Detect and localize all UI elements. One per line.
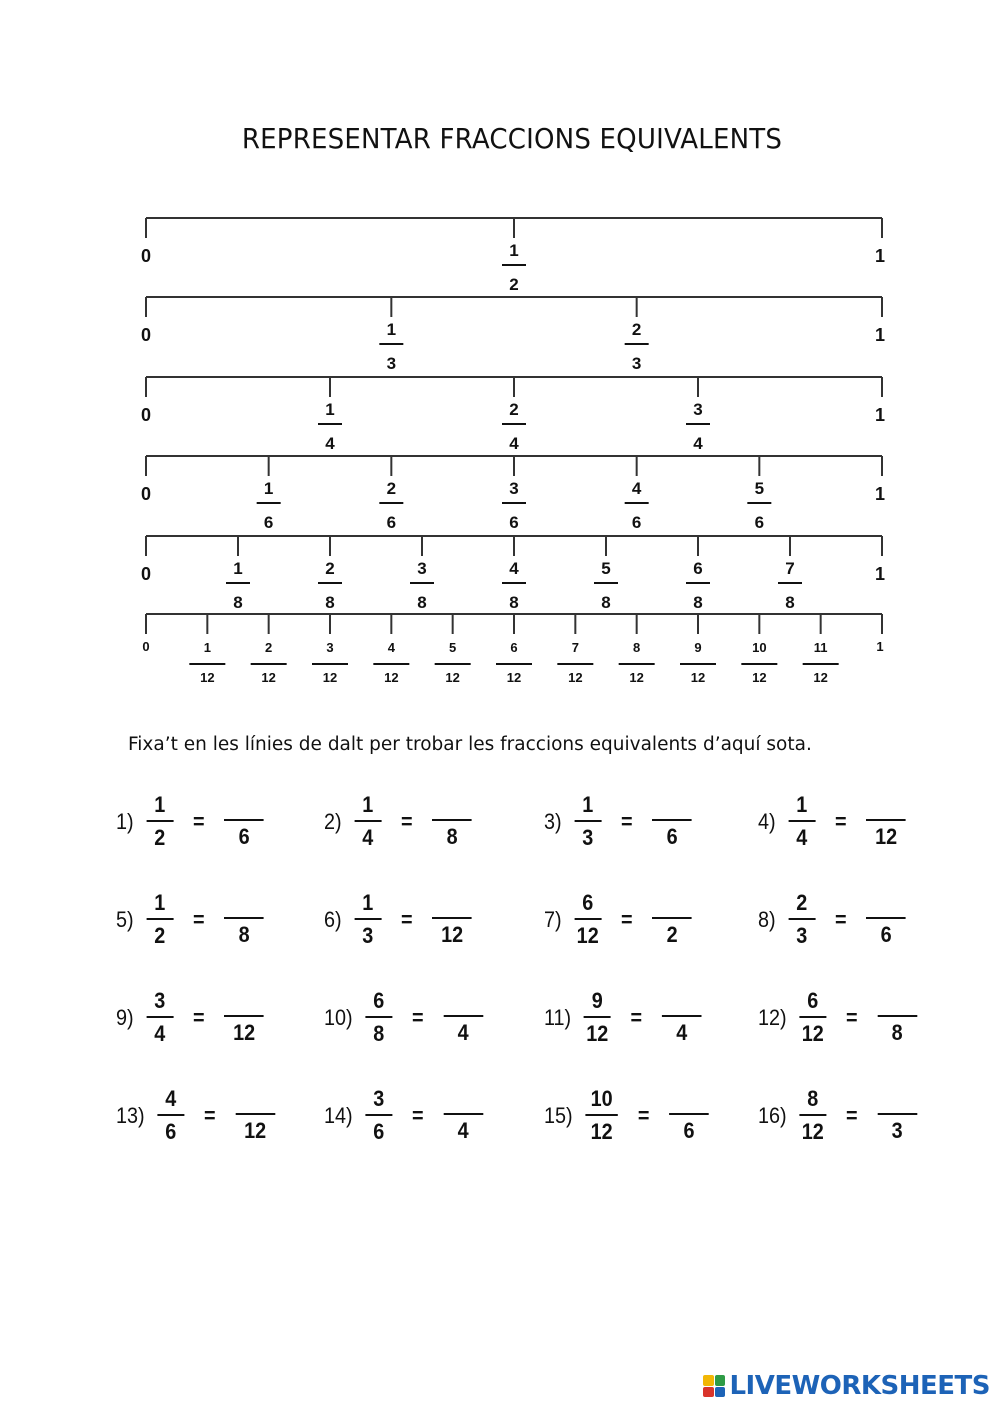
exercise-number: 7)	[544, 906, 562, 932]
fraction-denominator: 3	[386, 354, 397, 373]
answer-numerator-input[interactable]	[224, 793, 264, 821]
exercise-10	[324, 988, 483, 1047]
fraction-numerator: 1	[263, 479, 274, 498]
fraction-denominator: 12	[801, 1021, 824, 1046]
fraction-denominator: 12	[384, 670, 399, 685]
answer-numerator-input[interactable]	[432, 793, 472, 821]
answer-denominator: 4	[457, 1118, 469, 1143]
fraction-denominator: 3	[362, 923, 374, 948]
fraction-numerator: 1	[325, 400, 335, 419]
equals-sign: =	[637, 1102, 650, 1128]
equals-sign: =	[204, 1102, 216, 1128]
exercise-number: 15)	[544, 1102, 573, 1128]
equals-sign: =	[846, 1102, 858, 1128]
fraction-denominator: 4	[509, 434, 519, 453]
exercise-13	[116, 1086, 275, 1145]
exercise-7	[544, 890, 692, 949]
fraction-denominator: 4	[693, 434, 703, 453]
fraction-numerator: 10	[752, 640, 767, 655]
fraction-denominator: 12	[445, 670, 460, 685]
fraction-numerator: 8	[799, 1086, 826, 1116]
fraction-denominator: 3	[796, 923, 808, 948]
fraction-numerator: 3	[146, 988, 173, 1018]
answer-numerator-input[interactable]	[669, 1087, 709, 1115]
answer-fraction	[224, 891, 264, 948]
fraction-numerator: 6	[693, 559, 703, 578]
given-fraction	[354, 792, 381, 851]
answer-numerator-input[interactable]	[432, 891, 472, 919]
fraction-numerator: 3	[326, 640, 334, 655]
given-fraction	[157, 1086, 184, 1145]
given-fraction	[574, 890, 601, 949]
label-zero: 0	[140, 564, 152, 584]
fraction-numerator: 10	[585, 1086, 618, 1116]
fraction-numerator: 2	[325, 559, 335, 578]
equals-sign: =	[412, 1004, 424, 1030]
exercise-6	[324, 890, 472, 949]
given-fraction	[584, 988, 611, 1047]
fraction-denominator: 4	[796, 825, 808, 850]
fraction-denominator: 4	[362, 825, 374, 850]
equals-sign: =	[621, 808, 633, 834]
answer-denominator: 6	[666, 824, 678, 849]
answer-denominator: 8	[891, 1020, 903, 1045]
fraction-denominator: 6	[386, 513, 397, 532]
answer-numerator-input[interactable]	[235, 1087, 275, 1115]
label-one: 1	[874, 564, 886, 584]
equals-sign: =	[193, 906, 205, 932]
label-one: 1	[874, 325, 886, 345]
equals-sign: =	[835, 808, 847, 834]
fraction-denominator: 12	[568, 670, 583, 685]
fraction-denominator: 2	[154, 923, 166, 948]
label-zero: 0	[140, 246, 152, 266]
fraction-denominator: 12	[506, 670, 522, 685]
exercise-number: 11)	[544, 1004, 572, 1030]
fraction-numerator: 1	[203, 640, 211, 655]
exercise-4	[758, 792, 906, 851]
answer-denominator: 2	[666, 922, 678, 947]
given-fraction	[146, 890, 173, 949]
logo-square-3	[703, 1387, 714, 1398]
fraction-denominator: 12	[586, 1021, 609, 1046]
answer-numerator-input[interactable]	[443, 1087, 483, 1115]
exercise-number: 1)	[116, 808, 134, 834]
fraction-numerator: 1	[354, 792, 381, 822]
fraction-numerator: 2	[788, 890, 815, 920]
equals-sign: =	[846, 1004, 858, 1030]
fraction-denominator: 12	[261, 670, 276, 685]
answer-denominator: 6	[238, 824, 250, 849]
fraction-numerator: 3	[417, 559, 427, 578]
exercise-16	[758, 1086, 917, 1145]
answer-numerator-input[interactable]	[652, 891, 692, 919]
fraction-denominator: 12	[801, 1119, 824, 1144]
fraction-numerator: 9	[584, 988, 611, 1018]
liveworksheets-brand[interactable]	[703, 1371, 990, 1401]
answer-denominator: 8	[238, 922, 250, 947]
fraction-numerator: 6	[510, 640, 518, 655]
answer-fraction	[669, 1087, 709, 1144]
equals-sign: =	[401, 906, 413, 932]
fraction-denominator: 8	[785, 593, 795, 612]
exercise-number: 5)	[116, 906, 134, 932]
label-one: 1	[876, 639, 884, 654]
given-fraction	[354, 890, 381, 949]
fraction-denominator: 8	[233, 593, 243, 612]
fraction-numerator: 9	[694, 640, 702, 655]
fraction-denominator: 6	[509, 513, 519, 532]
fraction-numerator: 4	[631, 479, 642, 498]
exercise-number: 10)	[324, 1004, 353, 1030]
fraction-numerator: 1	[386, 320, 397, 339]
label-zero: 0	[140, 484, 152, 504]
fraction-numerator: 1	[788, 792, 815, 822]
exercise-number: 8)	[758, 906, 776, 932]
exercise-11	[544, 988, 702, 1047]
answer-fraction	[652, 891, 692, 948]
answer-fraction	[877, 989, 917, 1046]
fraction-denominator: 6	[631, 513, 642, 532]
fraction-denominator: 8	[601, 593, 611, 612]
exercise-12	[758, 988, 917, 1047]
fraction-denominator: 12	[629, 670, 644, 685]
fraction-numerator: 1	[509, 241, 519, 260]
answer-fraction	[877, 1087, 917, 1144]
answer-fraction	[652, 793, 692, 850]
exercise-number: 14)	[324, 1102, 353, 1128]
answer-numerator-input[interactable]	[652, 793, 692, 821]
answer-denominator: 12	[875, 824, 898, 849]
fraction-numerator: 7	[571, 640, 579, 655]
exercise-3	[544, 792, 692, 851]
answer-denominator: 8	[446, 824, 458, 849]
exercise-number: 2)	[324, 808, 342, 834]
answer-denominator: 12	[441, 922, 464, 947]
given-fraction	[146, 988, 173, 1047]
fraction-denominator: 12	[200, 670, 215, 685]
fraction-numerator: 1	[146, 890, 173, 920]
fraction-numerator: 1	[146, 792, 173, 822]
instruction-text: Fixa’t en les línies de dalt per trobar les fraccions equivalents d’aquí sota.	[128, 734, 812, 755]
given-fraction	[365, 988, 392, 1047]
equals-sign: =	[193, 1004, 205, 1030]
given-fraction	[788, 890, 815, 949]
fraction-denominator: 12	[813, 670, 828, 685]
answer-fraction	[662, 989, 702, 1046]
label-one: 1	[874, 484, 886, 504]
page-title: REPRESENTAR FRACCIONS EQUIVALENTS	[241, 122, 783, 155]
fraction-numerator: 6	[365, 988, 392, 1018]
fraction-numerator: 1	[354, 890, 381, 920]
fraction-numerator: 4	[387, 640, 395, 655]
fraction-numerator: 3	[509, 479, 519, 498]
exercise-number: 12)	[758, 1004, 787, 1030]
equals-sign: =	[621, 906, 633, 932]
answer-fraction	[866, 891, 906, 948]
fraction-numerator: 1	[233, 559, 243, 578]
fraction-denominator: 12	[590, 1119, 613, 1144]
exercise-8	[758, 890, 906, 949]
answer-numerator-input[interactable]	[224, 891, 264, 919]
given-fraction	[788, 792, 815, 851]
brand-text: LIVEWORKSHEETS	[729, 1371, 990, 1401]
answer-numerator-input[interactable]	[224, 989, 264, 1017]
fraction-numerator: 6	[799, 988, 826, 1018]
exercise-9	[116, 988, 264, 1047]
number-lines	[0, 0, 1000, 700]
exercise-number: 6)	[324, 906, 342, 932]
given-fraction	[799, 988, 826, 1047]
liveworksheets-logo-icon	[703, 1375, 725, 1397]
answer-numerator-input[interactable]	[866, 793, 906, 821]
fraction-denominator: 8	[693, 593, 703, 612]
fraction-denominator: 6	[754, 513, 765, 532]
fraction-numerator: 2	[386, 479, 397, 498]
logo-square-2	[715, 1375, 726, 1386]
fraction-denominator: 12	[322, 670, 338, 685]
answer-fraction	[443, 989, 483, 1046]
fraction-numerator: 2	[631, 320, 642, 339]
exercise-number: 16)	[758, 1102, 787, 1128]
fraction-denominator: 6	[165, 1119, 177, 1144]
fraction-denominator: 6	[373, 1119, 385, 1144]
fraction-numerator: 1	[574, 792, 601, 822]
exercise-14	[324, 1086, 483, 1145]
fraction-denominator: 2	[154, 825, 166, 850]
exercise-number: 9)	[116, 1004, 134, 1030]
answer-denominator: 12	[244, 1118, 267, 1143]
given-fraction	[799, 1086, 826, 1145]
fraction-denominator: 8	[509, 593, 519, 612]
exercise-number: 3)	[544, 808, 562, 834]
fraction-denominator: 8	[417, 593, 427, 612]
fraction-numerator: 2	[265, 640, 273, 655]
fraction-numerator: 7	[785, 559, 795, 578]
given-fraction	[146, 792, 173, 851]
fraction-denominator: 4	[154, 1021, 166, 1046]
label-one: 1	[874, 405, 886, 425]
equals-sign: =	[630, 1004, 643, 1030]
exercise-number: 13)	[116, 1102, 145, 1128]
logo-square-1	[703, 1375, 714, 1386]
logo-square-4	[715, 1387, 726, 1398]
answer-fraction	[443, 1087, 483, 1144]
fraction-numerator: 6	[574, 890, 601, 920]
fraction-numerator: 5	[754, 479, 765, 498]
equals-sign: =	[193, 808, 205, 834]
fraction-denominator: 6	[263, 513, 274, 532]
answer-denominator: 6	[880, 922, 892, 947]
answer-denominator: 6	[683, 1118, 695, 1143]
fraction-denominator: 8	[325, 593, 335, 612]
fraction-numerator: 8	[633, 640, 641, 655]
exercise-15	[544, 1086, 709, 1145]
exercise-number: 4)	[758, 808, 776, 834]
exercise-5	[116, 890, 264, 949]
answer-numerator-input[interactable]	[443, 989, 483, 1017]
label-zero: 0	[140, 405, 152, 425]
equals-sign: =	[401, 808, 413, 834]
label-zero: 0	[140, 325, 152, 345]
given-fraction	[585, 1086, 618, 1145]
exercise-1	[116, 792, 264, 851]
answer-fraction	[432, 793, 472, 850]
answer-numerator-input[interactable]	[866, 891, 906, 919]
fraction-denominator: 2	[509, 275, 519, 294]
label-zero: 0	[142, 639, 150, 654]
fraction-denominator: 12	[576, 923, 599, 948]
answer-numerator-input[interactable]	[877, 1087, 917, 1115]
answer-numerator-input[interactable]	[877, 989, 917, 1017]
answer-denominator: 4	[676, 1020, 688, 1045]
answer-fraction	[432, 891, 472, 948]
answer-denominator: 12	[233, 1020, 256, 1045]
answer-fraction	[224, 793, 264, 850]
answer-numerator-input[interactable]	[662, 989, 702, 1017]
given-fraction	[365, 1086, 392, 1145]
fraction-denominator: 12	[752, 670, 767, 685]
fraction-numerator: 3	[365, 1086, 392, 1116]
fraction-numerator: 5	[601, 559, 611, 578]
fraction-denominator: 3	[631, 354, 642, 373]
answer-fraction	[866, 793, 906, 850]
answer-denominator: 4	[457, 1020, 469, 1045]
answer-denominator: 3	[891, 1118, 903, 1143]
fraction-denominator: 4	[325, 434, 335, 453]
fraction-numerator: 4	[157, 1086, 184, 1116]
answer-fraction	[235, 1087, 275, 1144]
equals-sign: =	[412, 1102, 424, 1128]
fraction-numerator: 2	[509, 400, 519, 419]
fraction-denominator: 3	[582, 825, 594, 850]
answer-fraction	[224, 989, 264, 1046]
fraction-denominator: 8	[373, 1021, 385, 1046]
exercise-2	[324, 792, 472, 851]
label-one: 1	[874, 246, 886, 266]
given-fraction	[574, 792, 601, 851]
fraction-numerator: 4	[509, 559, 519, 578]
fraction-numerator: 5	[449, 640, 457, 655]
fraction-numerator: 11	[813, 640, 828, 655]
fraction-numerator: 3	[693, 400, 703, 419]
fraction-denominator: 12	[690, 670, 706, 685]
equals-sign: =	[835, 906, 847, 932]
